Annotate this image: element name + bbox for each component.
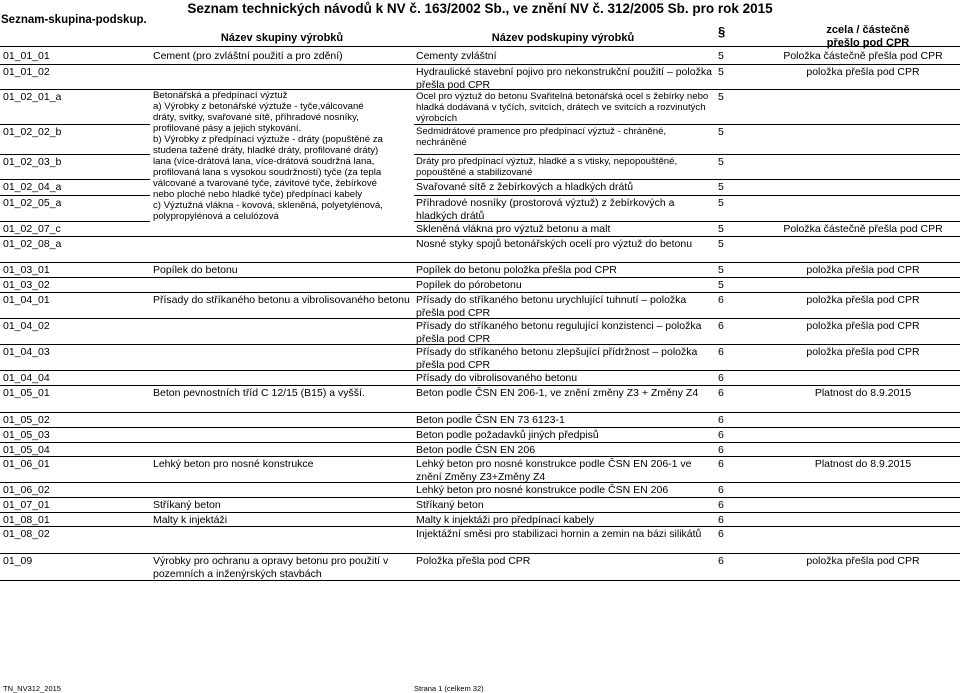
row-rule: [0, 221, 150, 222]
row-subgroup: Popílek do pórobetonu: [416, 279, 522, 291]
row-subgroup: Skleněná vlákna pro výztuž betonu a malt: [416, 223, 611, 235]
row-subgroup: Stříkaný beton: [416, 499, 484, 511]
row-rule: [414, 154, 960, 155]
row-status: položka přešla pod CPR: [806, 346, 920, 358]
block-line: polypropylénová a celulózová: [153, 211, 279, 222]
row-code: 01_02_08_a: [3, 238, 62, 250]
row-rule: [0, 124, 150, 125]
reinforcement-block: [153, 90, 415, 222]
block-line: lana (více-drátová lana, více-drátová soudržná lana,: [153, 156, 375, 167]
row-class: 6: [718, 555, 724, 567]
header-status-line1: zcela / částečně: [826, 24, 910, 36]
row-rule: [0, 497, 960, 498]
row-rule: [0, 262, 960, 263]
row-rule: [414, 179, 960, 180]
row-group: Výrobky pro ochranu a opravy betonu pro použití v pozemních a inženýrských stavbách: [153, 555, 389, 580]
row-code: 01_02_04_a: [3, 181, 62, 193]
row-class: 6: [718, 320, 724, 332]
row-class: 5: [718, 197, 724, 209]
row-rule: [0, 318, 960, 319]
row-rule: [414, 195, 960, 196]
table-header: [0, 8, 960, 49]
row-code: 01_04_03: [3, 346, 50, 358]
block-line: profilovaná lana s vysokou soudržností) tyče (za tepla: [153, 167, 382, 178]
row-code: 01_04_04: [3, 372, 50, 384]
row-code: 01_06_02: [3, 484, 50, 496]
row-subgroup: Přísady do stříkaného betonu zlepšující přídržnost – položka přešla pod CPR: [416, 346, 698, 371]
row-status: položka přešla pod CPR: [806, 555, 920, 567]
header-section: Seznam-skupina-podskup.: [1, 14, 147, 26]
row-class: 5: [718, 66, 724, 78]
row-rule: [0, 553, 960, 554]
row-class: 6: [718, 294, 724, 306]
row-rule: [0, 442, 960, 443]
row-rule: [0, 89, 960, 90]
row-rule: [0, 292, 960, 293]
row-group: Přísady do stříkaného betonu a vibrolisovaného betonu: [153, 294, 410, 306]
row-rule: [0, 195, 150, 196]
row-class: 5: [718, 91, 724, 103]
header-rule: [0, 46, 960, 47]
row-code: 01_05_01: [3, 387, 50, 399]
row-status: Platnost do 8.9.2015: [814, 387, 912, 399]
block-line: b) Výrobky z předpínací výztuže - dráty (popuštěné za: [153, 134, 383, 145]
row-subgroup: Položka přešla pod CPR: [416, 555, 531, 567]
row-code: 01_06_01: [3, 458, 50, 470]
row-class: 6: [718, 372, 724, 384]
row-status: položka přešla pod CPR: [806, 320, 920, 332]
block-line: Betonářská a předpínací výztuž: [153, 90, 288, 101]
row-code: 01_01_01: [3, 50, 50, 62]
row-subgroup: Popílek do betonu položka přešla pod CPR: [416, 264, 617, 276]
block-line: studena tažené dráty, hladké dráty, profilované dráty): [153, 145, 379, 156]
row-code: 01_07_01: [3, 499, 50, 511]
row-class: 5: [718, 156, 724, 168]
row-code: 01_02_05_a: [3, 197, 62, 209]
row-subgroup: Nosné styky spojů betonářských ocelí pro výztuž do betonu: [416, 238, 693, 250]
footer-doc-id: TN_NV312_2015: [3, 684, 61, 693]
row-group: Cement (pro zvláštní použití a pro zdění): [153, 50, 343, 62]
row-code: 01_04_02: [3, 320, 50, 332]
row-class: 6: [718, 499, 724, 511]
row-group: Popílek do betonu: [153, 264, 238, 276]
row-subgroup: Beton podle ČSN EN 73 6123-1: [416, 414, 565, 426]
row-subgroup: Hydraulické stavební pojivo pro nekonstrukční použití – položka přešla pod CPR: [416, 66, 712, 91]
block-line: nebo ploché nebo hladké tyče) předpínací kabely: [153, 189, 363, 200]
row-code: 01_02_07_c: [3, 223, 61, 235]
row-rule: [0, 64, 960, 65]
row-rule: [414, 124, 960, 125]
row-class: 5: [718, 181, 724, 193]
row-subgroup: Injektážní směsi pro stabilizaci hornin a zemin na bázi silikátů: [416, 528, 702, 540]
row-code: 01_03_02: [3, 279, 50, 291]
row-class: 5: [718, 223, 724, 235]
row-class: 5: [718, 238, 724, 250]
row-subgroup: Přísady do vibrolisovaného betonu: [416, 372, 578, 384]
row-rule: [0, 370, 960, 371]
block-line: c) Výztužná vlákna - kovová, skleněná, polyetylénová,: [153, 200, 383, 211]
row-subgroup: Dráty pro předpínací výztuž, hladké a s vtisky, nepopouštěné, popouštěné a stabilizované: [416, 156, 678, 178]
row-group: Beton pevnostních tříd C 12/15 (B15) a vyšší.: [153, 387, 365, 399]
row-class: 5: [718, 50, 724, 62]
row-code: 01_01_02: [3, 66, 50, 78]
row-group: Lehký beton pro nosné konstrukce: [153, 458, 314, 470]
header-group: Název skupiny výrobků: [220, 32, 344, 44]
row-status: Položka částečně přešla pod CPR: [783, 50, 943, 62]
header-class: §: [718, 24, 726, 39]
row-subgroup: Lehký beton pro nosné konstrukce podle ČSN EN 206: [416, 484, 669, 496]
row-rule: [0, 344, 960, 345]
row-code: 01_04_01: [3, 294, 50, 306]
row-class: 5: [718, 264, 724, 276]
row-status: Položka částečně přešla pod CPR: [783, 223, 943, 235]
block-line: válcované a tvarované tyče, závitové tyče, žebírkové: [153, 178, 377, 189]
row-subgroup: Přísady do stříkaného betonu urychlující tuhnutí – položka přešla pod CPR: [416, 294, 687, 319]
row-group: Stříkaný beton: [153, 499, 221, 511]
header-status-line2: přešlo pod CPR: [826, 37, 910, 49]
row-class: 6: [718, 346, 724, 358]
row-code: 01_09: [3, 555, 33, 567]
row-status: položka přešla pod CPR: [806, 294, 920, 306]
row-code: 01_05_02: [3, 414, 50, 426]
row-class: 6: [718, 429, 724, 441]
row-code: 01_02_01_a: [3, 91, 62, 103]
row-rule: [0, 512, 960, 513]
row-rule: [0, 456, 960, 457]
row-status: položka přešla pod CPR: [806, 264, 920, 276]
row-status: položka přešla pod CPR: [806, 66, 920, 78]
row-class: 6: [718, 444, 724, 456]
row-subgroup: Lehký beton pro nosné konstrukce podle ČSN EN 206-1 ve znění Změny Z3+Změny Z4: [416, 458, 692, 483]
row-code: 01_08_01: [3, 514, 50, 526]
block-line: a) Výrobky z betonářské výztuže - tyče,válcované: [153, 101, 364, 112]
row-code: 01_02_02_b: [3, 126, 62, 138]
row-class: 5: [718, 126, 724, 138]
row-rule: [0, 179, 150, 180]
row-class: 5: [718, 279, 724, 291]
footer-page: Strana 1 (celkem 32): [414, 684, 484, 693]
row-rule: [0, 482, 960, 483]
row-rule: [0, 236, 960, 237]
row-code: 01_05_03: [3, 429, 50, 441]
row-subgroup: Ocel pro výztuž do betonu Svařitelná betonářská ocel s žebírky nebo hladká dodávaná v tyčích, svitcích, drátech ve svitcích a rozvinutých výrobcích: [416, 91, 709, 124]
row-rule: [0, 427, 960, 428]
row-class: 6: [718, 387, 724, 399]
row-class: 6: [718, 484, 724, 496]
header-subgroup: Název podskupiny výrobků: [491, 32, 635, 44]
row-subgroup: Svařované sítě z žebírkových a hladkých drátů: [416, 181, 634, 193]
document-title: Seznam technických návodů k NV č. 163/2002 Sb., ve znění NV č. 312/2005 Sb. pro rok 2015: [187, 1, 773, 16]
row-subgroup: Beton podle ČSN EN 206-1, ve znění změny Z3 + Změny Z4: [416, 387, 699, 399]
row-rule: [0, 385, 960, 386]
row-rule: [0, 277, 960, 278]
row-subgroup: Beton podle požadavků jiných předpisů: [416, 429, 599, 441]
row-rule: [0, 154, 150, 155]
row-group: Malty k injektáži: [153, 514, 228, 526]
row-code: 01_03_01: [3, 264, 50, 276]
row-code: 01_05_04: [3, 444, 50, 456]
row-rule: [0, 580, 960, 581]
row-class: 6: [718, 414, 724, 426]
row-subgroup: Sedmidrátové pramence pro předpínací výztuž - chráněné, nechráněné: [416, 126, 667, 148]
row-rule: [0, 526, 960, 527]
row-rule: [0, 412, 960, 413]
row-class: 6: [718, 514, 724, 526]
row-rule: [414, 221, 960, 222]
row-class: 6: [718, 528, 724, 540]
row-subgroup: Přísady do stříkaného betonu regulující konzistenci – položka přešla pod CPR: [416, 320, 702, 345]
row-class: 6: [718, 458, 724, 470]
row-subgroup: Cementy zvláštní: [416, 50, 497, 62]
block-line: profilované pásy a jejich stykování.: [153, 123, 302, 134]
block-line: dráty, svitky, svařované sítě, příhradové nosníky,: [153, 112, 359, 123]
row-subgroup: Příhradové nosníky (prostorová výztuž) z žebírkových a hladkých drátů: [416, 197, 675, 222]
row-status: Platnost do 8.9.2015: [814, 458, 912, 470]
row-code: 01_02_03_b: [3, 156, 62, 168]
row-code: 01_08_02: [3, 528, 50, 540]
row-subgroup: Beton podle ČSN EN 206: [416, 444, 536, 456]
row-subgroup: Malty k injektáži pro předpínací kabely: [416, 514, 595, 526]
